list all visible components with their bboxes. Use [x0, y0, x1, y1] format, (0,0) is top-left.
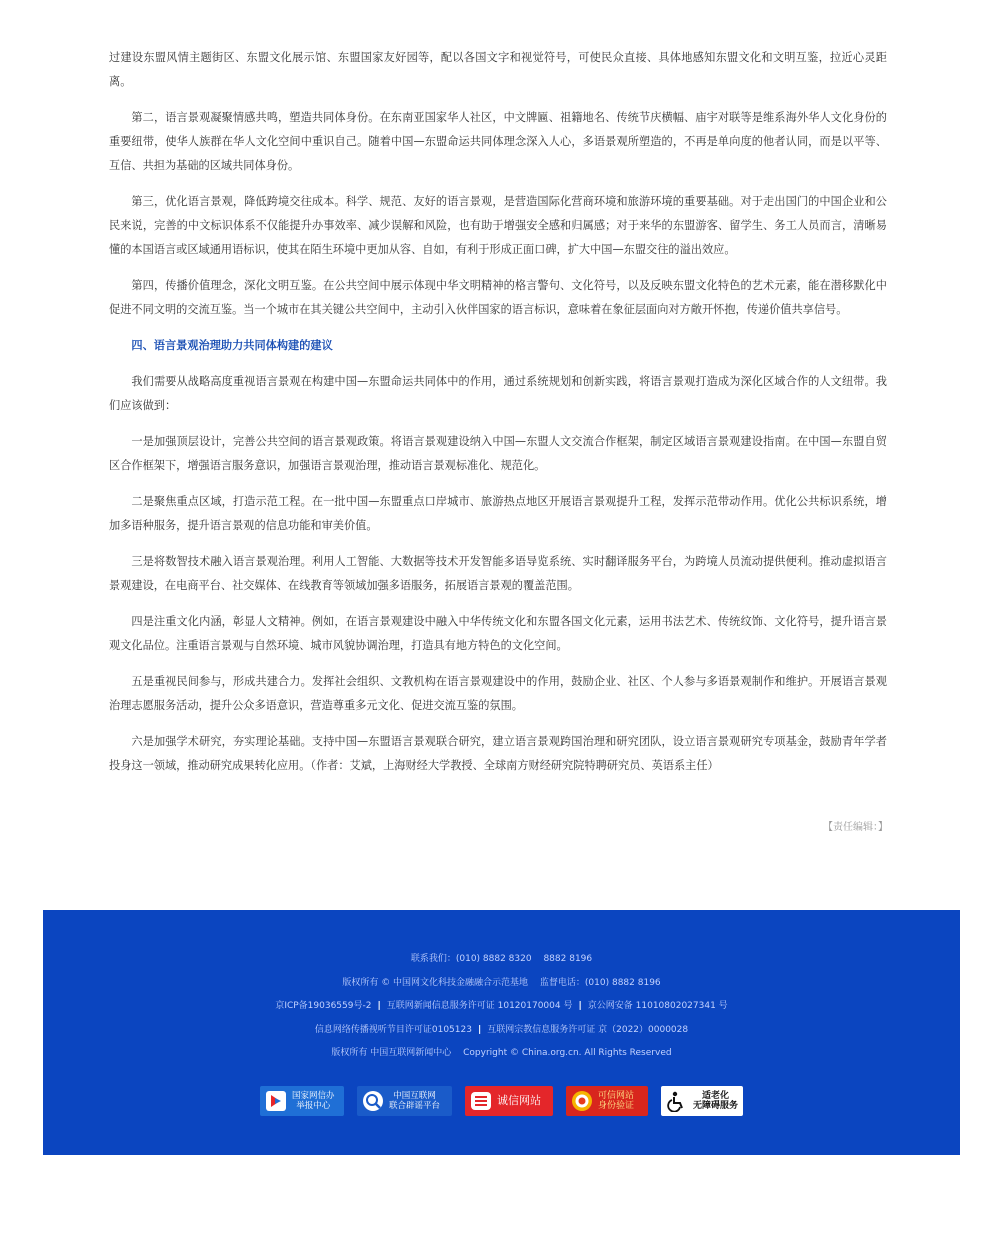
police-record-link[interactable]: 京公网安备 11010802027341 号 — [587, 1001, 728, 1011]
footer-badges — [43, 1086, 960, 1116]
footer-copyright: 版权所有 © 中国网文化科技金融融合示范基地 监督电话：(010) 8882 8196 — [342, 977, 661, 988]
article-paragraph: 六是加强学术研究，夯实理论基础。支持中国—东盟语言景观联合研究，建立语言景观跨国治理和研究团队，设立语言景观研究专项基金，鼓励青年学者投身这一领域，推动研究成果转化应用。（作者：艾斌，上海财经大学教授、全球南方财经研究院特聘研究员、英语系主任） — [109, 735, 887, 772]
trusted-site-label: 可信网站 身份验证 — [598, 1091, 635, 1111]
integrity-site-label: 诚信网站 — [497, 1094, 541, 1107]
accessibility-label: 适老化 无障碍服务 — [693, 1091, 739, 1111]
report-center-label: 国家网信办 举报中心 — [292, 1091, 335, 1111]
footer-rights: 版权所有 中国互联网新闻中心 Copyright © China.org.cn. All Rights Reserved — [331, 1048, 672, 1058]
rumor-refute-badge[interactable] — [357, 1086, 452, 1116]
integrity-site-badge[interactable] — [465, 1086, 553, 1116]
icp-link[interactable]: 京ICP备19036559号-2 — [275, 1001, 372, 1011]
article-paragraph: 二是聚焦重点区域，打造示范工程。在一批中国—东盟重点口岸城市、旅游热点地区开展语言景观提升工程，发挥示范带动作用。优化公共标识系统，增加多语种服务，提升语言景观的信息功能和审美价值。 — [109, 495, 887, 532]
av-license-link[interactable]: 信息网络传播视听节目许可证0105123 — [314, 1024, 472, 1035]
section-heading: 四、语言景观治理助力共同体构建的建议 — [131, 339, 333, 352]
footer-contact: 联系我们：(010) 8882 8320 8882 8196 — [410, 954, 593, 964]
news-license-link[interactable]: 互联网新闻信息服务许可证 10120170004 号 — [386, 1001, 573, 1011]
article-paragraph: 一是加强顶层设计，完善公共空间的语言景观政策。将语言景观建设纳入中国—东盟人文交流合作框架，制定区域语言景观建设指南。在中国—东盟自贸区合作框架下，增强语言服务意识，加强语言景观治理，推动语言景观标准化、规范化。 — [109, 435, 887, 472]
accessibility-icon — [665, 1090, 689, 1112]
responsible-editor: 【责任编辑：】 — [823, 822, 888, 833]
article-paragraph: 第四，传播价值理念，深化文明互鉴。在公共空间中展示体现中华文明精神的格言警句、文化符号，以及反映东盟文化特色的艺术元素，能在潜移默化中促进不同文明的交流互鉴。当一个城市在其关键公共空间中，主动引入伙伴国家的语言标识，意味着在象征层面向对方敞开怀抱，传递价值共享信号。 — [109, 279, 887, 316]
trusted-site-badge[interactable] — [566, 1086, 648, 1116]
article-paragraph: 过建设东盟风情主题街区、东盟文化展示馆、东盟国家友好园等，配以各国文字和视觉符号，可使民众直接、具体地感知东盟文化和文明互鉴，拉近心灵距离。 — [109, 51, 887, 88]
article-paragraph: 五是重视民间参与，形成共建合力。发挥社会组织、文教机构在语言景观建设中的作用，鼓励企业、社区、个人参与多语景观制作和维护。开展语言景观治理志愿服务活动，提升公众多语意识，营造尊重多元文化、促进交流互鉴的氛围。 — [109, 675, 887, 712]
footer-licenses: 京ICP备19036559号-2 | 互联网新闻信息服务许可证 10120170004 号 | 京公网安备 11010802027341 号 — [275, 1001, 728, 1011]
report-center-icon — [264, 1090, 288, 1112]
article-paragraph: 第三，优化语言景观，降低跨境交往成本。科学、规范、友好的语言景观，是营造国际化营商环境和旅游环境的重要基础。对于走出国门的中国企业和公民来说，完善的中文标识体系不仅能提升办事效率、减少误解和风险，也有助于增强安全感和归属感；对于来华的东盟游客、留学生、务工人员而言，清晰易懂的本国语言或区域通用语标识，使其在陌生环境中更加从容、自如，有利于形成正面口碑，扩大中国—东盟交往的溢出效应。 — [109, 195, 887, 256]
religion-license-link[interactable]: 互联网宗教信息服务许可证 京（2022）0000028 — [487, 1024, 689, 1035]
article-paragraph: 三是将数智技术融入语言景观治理。利用人工智能、大数据等技术开发智能多语导览系统、实时翻译服务平台，为跨境人员流动提供便利。推动虚拟语言景观建设，在电商平台、社交媒体、在线教育等领域加强多语服务，拓展语言景观的覆盖范围。 — [109, 555, 887, 592]
rumor-refute-icon — [361, 1090, 385, 1112]
report-center-badge[interactable] — [260, 1086, 344, 1116]
article-paragraph: 我们需要从战略高度重视语言景观在构建中国—东盟命运共同体中的作用，通过系统规划和创新实践，将语言景观打造成为深化区域合作的人文纽带。我们应该做到： — [109, 375, 887, 412]
accessibility-badge[interactable] — [661, 1086, 743, 1116]
article-paragraph: 四是注重文化内涵，彰显人文精神。例如，在语言景观建设中融入中华传统文化和东盟各国文化元素，运用书法艺术、传统纹饰、文化符号，提升语言景观文化品位。注重语言景观与自然环境、城市风貌协调治理，打造具有地方特色的文化空间。 — [109, 615, 887, 652]
integrity-site-icon — [469, 1090, 493, 1112]
site-footer — [43, 910, 960, 1155]
rumor-refute-label: 中国互联网 联合辟谣平台 — [389, 1091, 441, 1111]
footer-licenses-2: 信息网络传播视听节目许可证0105123 | 互联网宗教信息服务许可证 京（2022）0000028 — [314, 1024, 689, 1035]
article-body — [109, 46, 887, 790]
trusted-site-icon — [570, 1090, 594, 1112]
article-paragraph: 第二，语言景观凝聚情感共鸣，塑造共同体身份。在东南亚国家华人社区，中文牌匾、祖籍地名、传统节庆横幅、庙宇对联等是维系海外华人文化身份的重要纽带，使华人族群在华人文化空间中重识自己。随着中国—东盟命运共同体理念深入人心，多语景观所塑造的，不再是单向度的他者认同，而是以平等、互信、共担为基础的区域共同体身份。 — [109, 111, 887, 172]
